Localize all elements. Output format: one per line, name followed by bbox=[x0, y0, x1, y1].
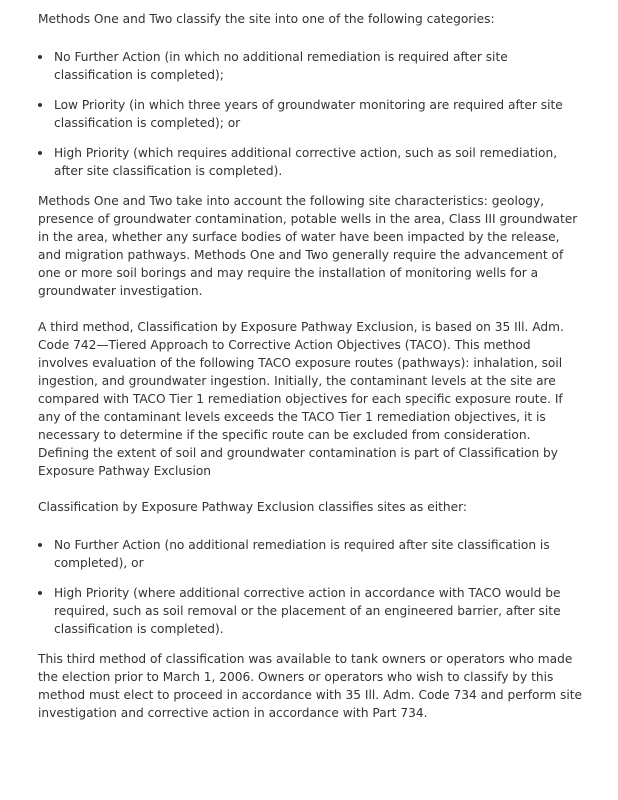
list-item bbox=[38, 144, 582, 180]
list-item-text: Low Priority (in which three years of groundwater monitoring are required after site classification is completed); or bbox=[54, 98, 563, 130]
bullet-icon bbox=[38, 55, 42, 59]
category-list-exposure-pathway bbox=[38, 536, 582, 638]
bullet-icon bbox=[38, 591, 42, 595]
bullet-icon bbox=[38, 543, 42, 547]
list-item-text: High Priority (which requires additional corrective action, such as soil remediation, after site classification is completed). bbox=[54, 146, 558, 178]
bullet-icon bbox=[38, 151, 42, 155]
list-item bbox=[38, 584, 582, 638]
list-item-text: No Further Action (no additional remediation is required after site classification is completed), or bbox=[54, 538, 550, 570]
paragraph-election-deadline: This third method of classification was available to tank owners or operators who made the election prior to March 1, 2006. Owners or operators who wish to classify by this method must elect to proceed in accordance with 35 Ill. Adm. Code 734 and perform site investigation and corrective action in accordance with Part 734. bbox=[38, 652, 583, 720]
bullet-icon bbox=[38, 103, 42, 107]
list-item-text: No Further Action (in which no additional remediation is required after site classification is completed); bbox=[54, 50, 508, 82]
paragraph-third-method: A third method, Classification by Exposure Pathway Exclusion, is based on 35 Ill. Adm. Code 742—Tiered Approach to Corrective Action Objectives (TACO). This method involves evaluation of the following TACO exposure routes (pathways): inhalation, soil ingestion, and groundwater ingestion. Initially, the contaminant levels at the site are compared with TACO Tier 1 remediation objectives for each specific exposure route. If any of the contaminant levels exceeds the TACO Tier 1 remediation objectives, it is necessary to determine if the specific route can be excluded from consideration. Defining the extent of soil and groundwater contamination is part of Classification by Exposure Pathway Exclusion bbox=[38, 320, 564, 478]
intro-methods-one-two: Methods One and Two classify the site into one of the following categories: bbox=[38, 12, 495, 26]
intro-exposure-pathway: Classification by Exposure Pathway Exclusion classifies sites as either: bbox=[38, 500, 467, 514]
list-item bbox=[38, 96, 582, 132]
category-list-methods-one-two bbox=[38, 48, 582, 180]
list-item bbox=[38, 536, 582, 572]
list-item bbox=[38, 48, 582, 84]
list-item-text: High Priority (where additional corrective action in accordance with TACO would be required, such as soil removal or the placement of an engineered barrier, after site classification is completed). bbox=[54, 586, 561, 636]
paragraph-site-characteristics: Methods One and Two take into account the following site characteristics: geology, presence of groundwater contamination, potable wells in the area, Class III groundwater in the area, whether any surface bodies of water have been impacted by the release, and migration pathways. Methods One and Two generally require the advancement of one or more soil borings and may require the installation of monitoring wells for a groundwater investigation. bbox=[38, 194, 578, 298]
